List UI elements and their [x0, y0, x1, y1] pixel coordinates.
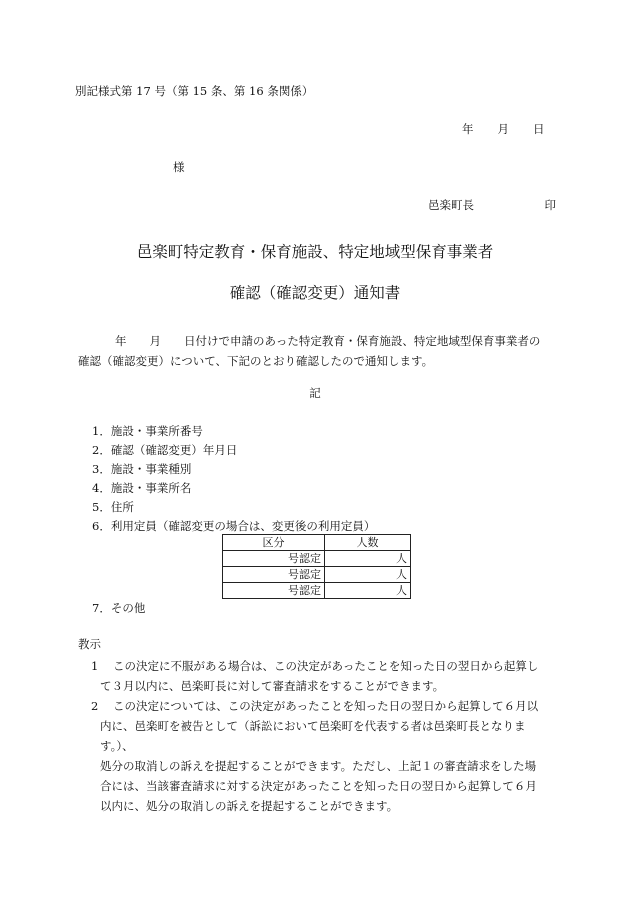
issuer-name: 邑楽町長 — [428, 198, 474, 212]
body-line-1: 年 月 日付けで申請のあった特定教育・保育施設、特定地域型保育事業者の — [115, 334, 541, 348]
notice-line: 以内に、処分の取消しの訴えを提起することができます。 — [100, 799, 399, 813]
table-cell: 号認定 — [223, 583, 325, 599]
issuer-line — [428, 200, 556, 212]
table-header-category: 区分 — [223, 535, 325, 551]
seal-mark: 印 — [544, 198, 556, 212]
list-item: 1．施設・事業所番号 — [92, 424, 203, 438]
list-item: 2．確認（確認変更）年月日 — [92, 443, 238, 457]
table-row — [223, 551, 411, 567]
list-item: 5．住所 — [92, 500, 134, 514]
table-cell: 人 — [325, 551, 411, 567]
notice-line: 内に、邑楽町を被告として（訴訟において邑楽町を代表する者は邑楽町長となります。）、 — [100, 719, 526, 753]
notice-item — [91, 656, 559, 696]
notice-line: この決定に不服がある場合は、この決定があったことを知った日の翌日から起算し — [113, 659, 539, 673]
notice-number: 2 — [91, 699, 99, 713]
document-subtitle: 確認（確認変更）通知書 — [229, 284, 401, 302]
table-cell: 号認定 — [223, 567, 325, 583]
notice-line: 合には、当該審査請求に対する決定があったことを知った日の翌日から起算して６月 — [100, 779, 537, 793]
list-item: 3．施設・事業種別 — [92, 462, 192, 476]
notice-line: 処分の取消しの訴えを提起することができます。ただし、上記１の審査請求をした場 — [100, 759, 537, 773]
capacity-table — [222, 534, 411, 599]
table-header-count: 人数 — [325, 535, 411, 551]
date-month-label: 月 — [497, 122, 509, 136]
date-day-label: 日 — [533, 122, 545, 136]
body-line-2: 確認（確認変更）について、下記のとおり確認したので通知します。 — [78, 354, 434, 368]
table-header-row — [223, 535, 411, 551]
notice-item — [91, 696, 559, 816]
date-year-label: 年 — [462, 122, 474, 136]
notice-line: て３月以内に、邑楽町長に対して審査請求をすることができます。 — [100, 679, 445, 693]
table-row — [223, 567, 411, 583]
form-number: 別記様式第 17 号（第 15 条、第 16 条関係） — [75, 84, 314, 98]
table-cell: 人 — [325, 583, 411, 599]
notice-line: この決定については、この決定があったことを知った日の翌日から起算して６月以 — [113, 699, 539, 713]
list-item: 6．利用定員（確認変更の場合は、変更後の利用定員） — [92, 519, 376, 533]
list-item: 7．その他 — [92, 601, 146, 615]
table-cell: 人 — [325, 567, 411, 583]
kyouji-heading: 教示 — [78, 637, 101, 651]
body-paragraph — [78, 331, 558, 371]
table-cell: 号認定 — [223, 551, 325, 567]
table-row — [223, 583, 411, 599]
ki-marker: 記 — [309, 386, 321, 400]
date-line — [462, 124, 545, 136]
notice-number: 1 — [91, 659, 99, 673]
document-title: 邑楽町特定教育・保育施設、特定地域型保育事業者 — [136, 243, 494, 261]
list-item: 4．施設・事業所名 — [92, 481, 192, 495]
recipient-suffix: 様 — [173, 160, 185, 174]
